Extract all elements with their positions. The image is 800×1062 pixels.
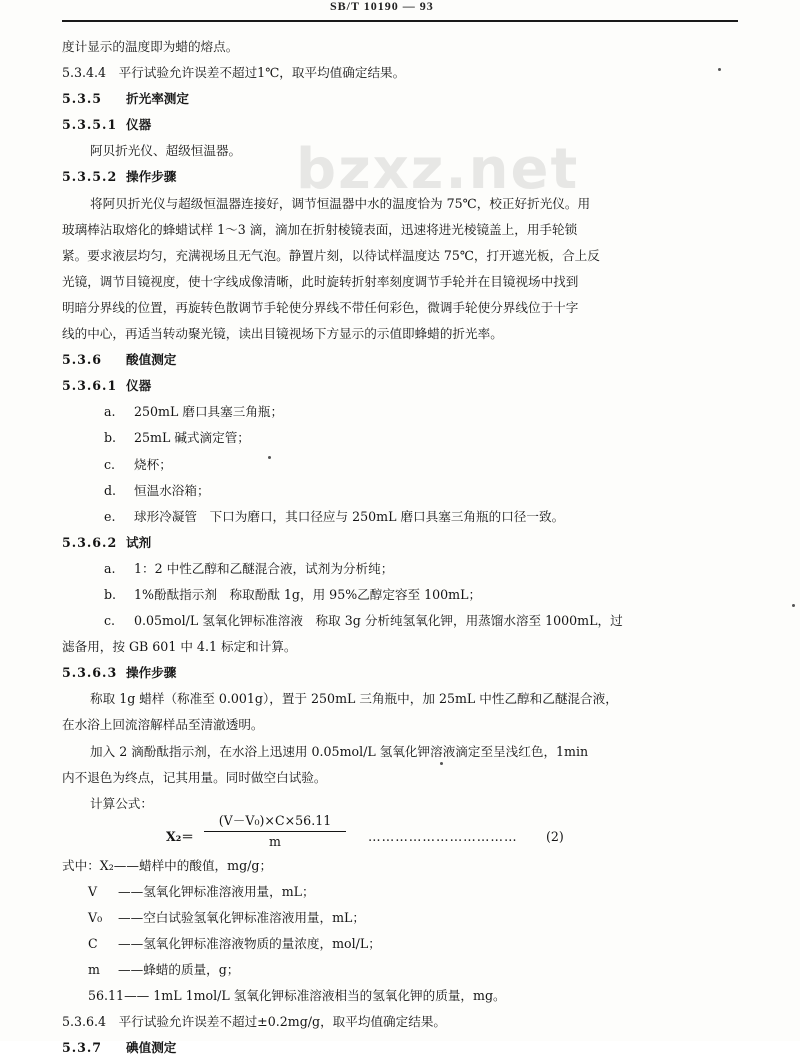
list-item-text: 球形冷凝管 下口为磨口，其口径应与 250mL 磨口具塞三角瓶的口径一致。	[134, 508, 565, 524]
list-item-marker: b.	[104, 430, 117, 446]
variable-description: ——蜂蜡的质量，g；	[118, 962, 240, 978]
section-heading	[62, 660, 742, 686]
variable-symbol: V	[88, 883, 98, 899]
paragraph-line: 滤备用，按 GB 601 中 4.1 标定和计算。	[62, 639, 297, 655]
list-item-marker: e.	[104, 508, 116, 524]
scan-speck	[718, 68, 721, 71]
paragraph-line: 在水浴上回流溶解样品至清澈透明。	[62, 717, 264, 733]
list-item	[62, 452, 742, 478]
paragraph-line: 光镜，调节目镜视度，使十字线成像清晰，此时旋转折射率刻度调节手轮并在目镜视场中找到	[62, 273, 579, 289]
list-item-marker: a.	[104, 404, 116, 420]
paragraph-line: 度计显示的温度即为蜡的熔点。	[62, 39, 239, 54]
list-item-text: 1：2 中性乙醇和乙醚混合液，试剂为分析纯；	[134, 560, 394, 576]
formula-numerator: (V－V₀)×C×56.11	[204, 811, 346, 832]
paragraph-line: 将阿贝折光仪与超级恒温器连接好，调节恒温器中水的温度恰为 75℃，校正好折光仪。用	[90, 195, 591, 211]
formula-lhs: X₂＝	[166, 828, 194, 844]
variable-description: ——蜡样中的酸值，mg/g；	[113, 857, 273, 873]
list-item-text: 250mL 磨口具塞三角瓶；	[134, 404, 284, 420]
variable-symbol: 56.11	[88, 988, 125, 1004]
variable-definition	[62, 905, 742, 931]
variable-definition	[62, 931, 742, 957]
list-item-text: 25mL 碱式滴定管；	[134, 430, 250, 446]
section-number: 5.3.6.3	[62, 665, 118, 681]
section-title: 操作步骤	[126, 169, 177, 185]
formula-fraction	[204, 811, 346, 852]
list-item	[62, 556, 742, 582]
paragraph-line: 加入 2 滴酚酞指示剂，在水浴上迅速用 0.05mol/L 氢氧化钾溶液滴定至呈浅红色，1min	[90, 743, 589, 759]
header-rule	[62, 20, 738, 22]
paragraph-line: 明暗分界线的位置，再旋转色散调节手轮使分界线不带任何彩色，微调手轮使分界线位于十字	[62, 299, 579, 315]
formula-number: (2)	[546, 828, 564, 844]
section-number: 5.3.5.2	[62, 169, 118, 185]
formula-leader-dots: ……………………………	[368, 828, 518, 844]
section-title: 碘值测定	[126, 1040, 177, 1056]
section-title: 酸值测定	[126, 352, 177, 368]
section-heading	[62, 347, 742, 373]
variable-definition	[62, 957, 742, 983]
paragraph-line: 阿贝折光仪、超级恒温器。	[90, 143, 242, 159]
section-heading	[62, 112, 742, 138]
section-title: 仪器	[126, 378, 152, 394]
list-item	[62, 478, 742, 504]
variable-description: ——空白试验氢氧化钾标准溶液用量，mL；	[118, 910, 365, 925]
section-number: 5.3.7	[62, 1040, 103, 1056]
list-item-marker: c.	[104, 456, 116, 472]
section-number: 5.3.5.1	[62, 117, 118, 133]
variable-description: ——氢氧化钾标准溶液用量，mL；	[118, 883, 315, 899]
variable-description: —— 1mL 1mol/L 氢氧化钾标准溶液相当的氢氧化钾的质量，mg。	[124, 988, 506, 1004]
paragraph-line: 紧。要求液层均匀，充满视场且无气泡。静置片刻，以待试样温度达 75℃，打开遮光板，合上反	[62, 247, 600, 263]
section-number: 5.3.5	[62, 91, 103, 107]
variable-symbol: 式中：X₂	[62, 857, 114, 873]
list-item-marker: c.	[104, 613, 116, 629]
variable-symbol: V₀	[88, 910, 103, 925]
watermark: bzxz.net	[296, 137, 580, 202]
list-item-text: 恒温水浴箱；	[134, 482, 210, 498]
list-item	[62, 399, 742, 425]
variable-definition	[62, 879, 742, 905]
paragraph-line: 线的中心，再适当转动聚光镜，读出目镜视场下方显示的示值即蜂蜡的折光率。	[62, 326, 503, 342]
section-title: 仪器	[126, 117, 152, 133]
section-heading	[62, 530, 742, 556]
paragraph-line: 5.3.6.4 平行试验允许误差不超过±0.2mg/g，取平均值确定结果。	[62, 1014, 447, 1030]
section-heading	[62, 1035, 742, 1061]
variable-description: ——氢氧化钾标准溶液物质的量浓度，mol/L；	[118, 936, 381, 952]
list-item-text: 烧杯；	[134, 456, 172, 472]
paragraph-line: 计算公式：	[90, 795, 153, 811]
section-heading	[62, 373, 742, 399]
scan-speck	[792, 604, 795, 607]
section-title: 折光率测定	[126, 91, 189, 107]
document-body	[62, 34, 742, 1062]
list-item-text: 1%酚酞指示剂 称取酚酞 1g，用 95%乙醇定容至 100mL；	[134, 586, 482, 602]
variable-symbol: m	[88, 962, 100, 978]
list-item-marker: d.	[104, 482, 117, 498]
section-heading	[62, 86, 742, 112]
paragraph-line: 内不退色为终点，记其用量。同时做空白试验。	[62, 769, 327, 785]
section-number: 5.3.6	[62, 352, 103, 368]
list-item-marker: a.	[104, 560, 116, 576]
section-heading	[62, 164, 742, 190]
list-item	[62, 582, 742, 608]
list-item	[62, 504, 742, 530]
scan-speck	[440, 762, 443, 765]
section-title: 试剂	[126, 534, 152, 550]
section-number: 5.3.6.1	[62, 378, 118, 394]
variable-definition	[62, 853, 742, 879]
paragraph-line: 玻璃棒沾取熔化的蜂蜡试样 1～3 滴，滴加在折射棱镜表面，迅速将进光棱镜盖上，用手轮锁	[62, 221, 578, 237]
formula	[62, 812, 742, 851]
list-item	[62, 425, 742, 451]
section-title: 操作步骤	[126, 665, 177, 681]
list-item-marker: b.	[104, 586, 117, 602]
page-header-code: SB/T 10190 — 93	[330, 0, 434, 13]
variable-symbol: C	[88, 936, 98, 952]
variable-definition	[62, 983, 742, 1009]
list-item-text: 0.05mol/L 氢氧化钾标准溶液 称取 3g 分析纯氢氧化钾，用蒸馏水溶至 1000mL，过	[134, 613, 623, 629]
formula-denominator: m	[269, 833, 281, 849]
scan-speck	[268, 456, 271, 459]
section-number: 5.3.6.2	[62, 534, 118, 550]
paragraph-line: 称取 1g 蜡样（称准至 0.001g），置于 250mL 三角瓶中，加 25mL 中性乙醇和乙醚混合液，	[90, 691, 618, 707]
list-item	[62, 608, 742, 634]
paragraph-line: 5.3.4.4 平行试验允许误差不超过1℃，取平均值确定结果。	[62, 65, 406, 81]
